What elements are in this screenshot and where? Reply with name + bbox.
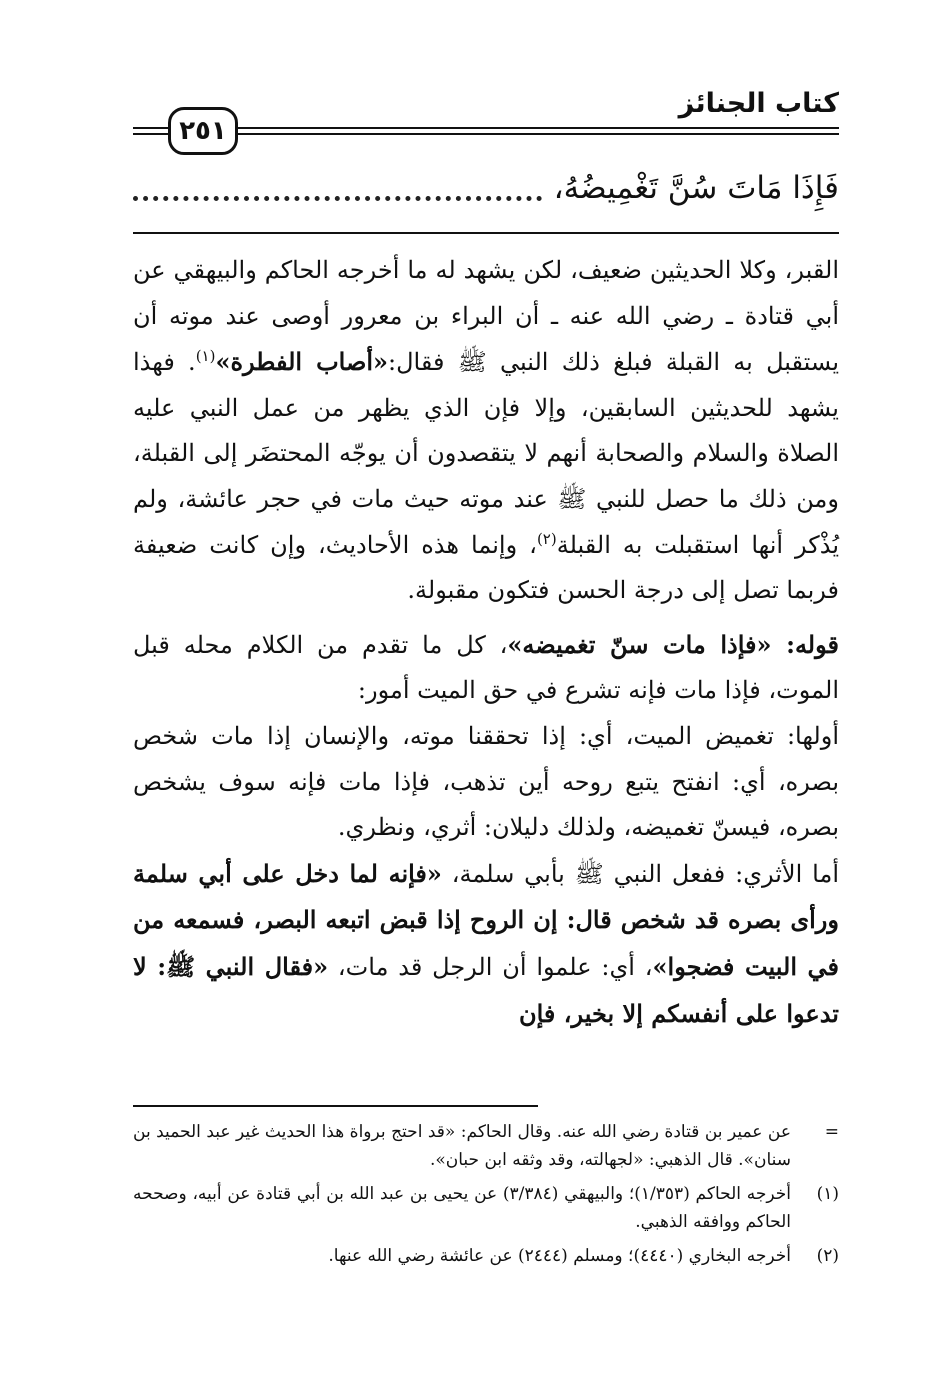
- footnote: [133, 1242, 839, 1270]
- matn-line: [133, 160, 839, 210]
- footnote-text: أخرجه الحاكم (١/٣٥٣)؛ والبيهقي (٣/٣٨٤) عن يحيى بن عبد الله بن أبي قتادة عن أبيه، وصححه الحاكم ووافقه الذهبي.: [133, 1184, 791, 1232]
- footnote-rule: [133, 1105, 538, 1107]
- footnotes: [133, 1118, 839, 1276]
- footnote-text: أخرجه البخاري (٤٤٤٠)؛ ومسلم (٢٤٤٤) عن عائشة رضي الله عنها.: [328, 1246, 791, 1266]
- paragraph-text: ، أي: علموا أن الرجل قد مات،: [328, 952, 653, 981]
- page-number: ٢٥١: [168, 107, 238, 155]
- running-title: كتاب الجنائز: [678, 88, 839, 119]
- footnote-ref: (١): [195, 347, 216, 366]
- paragraph-text: أولها: تغميض الميت، أي: إذا تحققنا موته، والإنسان إذا مات شخص بصره، أي: انفتح يتبع روحه أين تذهب، فإذا مات فإنه سوف يشخص بصره، فيسنّ تغميضه، ولذلك دليلان: أثري، ونظري.: [133, 721, 839, 842]
- paragraph-text: القبر، وكلا الحديثين ضعيف، لكن يشهد له ما أخرجه الحاكم والبيهقي عن أبي قتادة ـ رضي الله عنه ـ أن البراء بن معرور أوصى عند موته أن يستقبل به القبلة فبلغ ذلك النبي ﷺ فقال:: [133, 256, 839, 377]
- hadith-quote: «فقال النبي ﷺ: لا تدعوا على أنفسكم إلا بخير، فإن: [133, 951, 839, 1028]
- footnote-text: عن عمير بن قتادة رضي الله عنه. وقال الحاكم: «قد احتج برواة هذا الحديث غير عبد الحميد بن سنان». قال الذهبي: «لجهالته، وقد وثقه ابن حبان».: [133, 1122, 791, 1170]
- paragraph-1: [133, 248, 839, 614]
- paragraph-text: ، كل ما تقدم من الكلام محله قبل الموت، فإذا مات فإنه تشرع في حق الميت أمور:: [133, 630, 839, 705]
- matn-text: فَإِذَا مَاتَ سُنَّ تَغْمِيضُهُ،: [553, 170, 839, 206]
- paragraph-text: أما الأثري: ففعل النبي ﷺ بأبي سلمة،: [441, 859, 839, 888]
- paragraph-4: [133, 851, 839, 1037]
- paragraph-text: ، وإنما هذه الأحاديث، وإن كانت ضعيفة فربما تصل إلى درجة الحسن فتكون مقبولة.: [133, 530, 839, 605]
- footnote: [133, 1180, 839, 1236]
- section-rule: [133, 232, 839, 234]
- footnote-ref: (٢): [536, 529, 557, 548]
- footnote-mark: (٢): [816, 1246, 839, 1266]
- paragraph-3: [133, 714, 839, 851]
- footnote-mark: (١): [816, 1184, 839, 1204]
- footnote: [133, 1118, 839, 1174]
- matn-dots: [133, 196, 542, 201]
- footnote-mark: =: [824, 1122, 839, 1142]
- paragraph-text: . فهذا يشهد للحديثين السابقين، وإلا فإن الذي يظهر من عمل النبي عليه الصلاة والسلام والصحابة أنهم لا يتقصدون أن يوجّه المحتضَر إلى القبلة، ومن ذلك ما حصل للنبي ﷺ عند موته حيث مات في حجر عائشة، ولم يُذْكر أنها استقبلت به القبلة: [133, 348, 840, 559]
- paragraph-2: [133, 622, 839, 714]
- header-rule: [133, 127, 839, 129]
- hadith-quote: «فإنه لما دخل على أبي سلمة ورأى بصره قد شخص قال: إن الروح إذا قبض اتبعه البصر، فسمعه من في البيت فضجوا»: [133, 858, 840, 981]
- hadith-quote: «أصاب الفطرة»: [215, 347, 389, 377]
- header-rule: [133, 133, 839, 135]
- body-text: [133, 248, 839, 1037]
- commentary-lead: قوله: «فإذا مات سنّ تغميضه»: [507, 629, 839, 659]
